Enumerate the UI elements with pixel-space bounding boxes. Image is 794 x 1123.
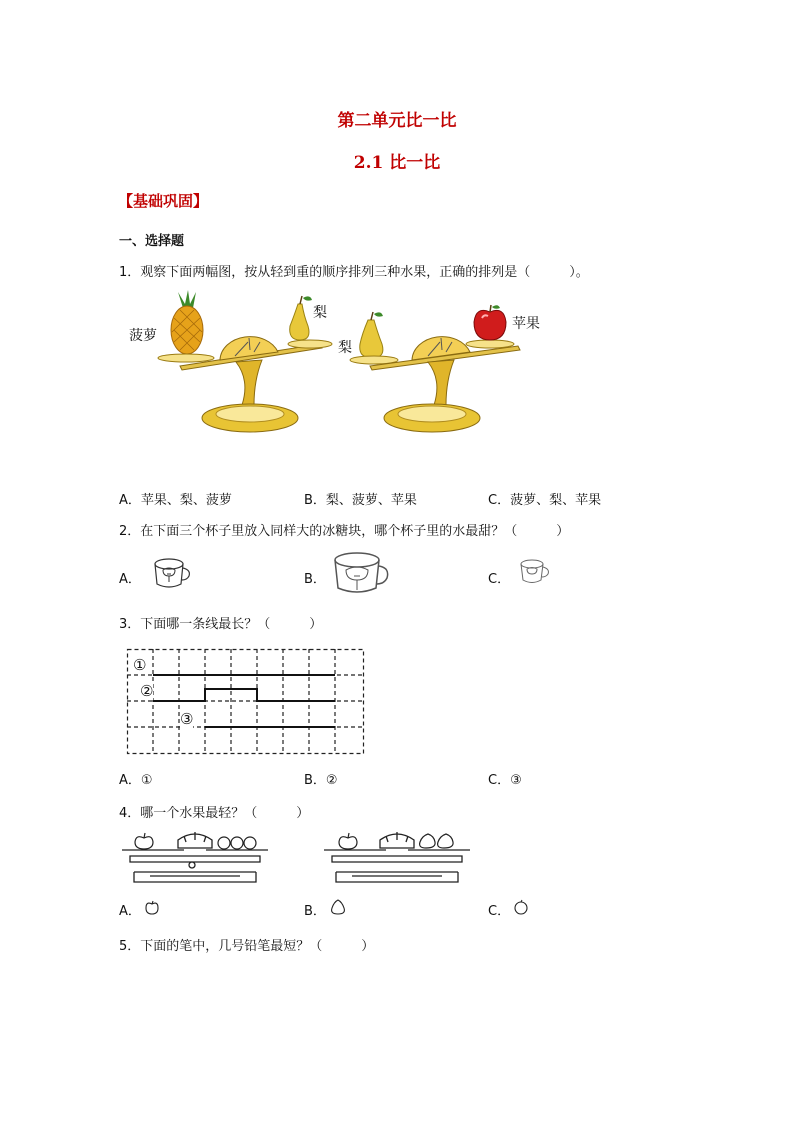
q4-option-c[interactable]: C． [488,904,511,919]
q1-option-b[interactable]: B．梨、菠萝、苹果 [304,493,417,508]
pan-scale-1 [120,826,270,886]
apple-icon [135,833,153,849]
lesson-title: 2.1 比一比 [353,153,441,173]
cup-icon [151,556,191,592]
cup-icon [330,550,390,600]
q3-option-a[interactable]: A．① [119,773,153,788]
question-5-text: 5．下面的笔中，几号铅笔最短？（ ） [119,939,375,954]
apple-icon [144,900,160,916]
scale-2-right-label: 苹果 [512,316,540,332]
dashed-grid [127,649,365,755]
peach-icon [329,898,347,916]
pineapple-icon [171,290,203,354]
scale-2-left-label: 梨 [338,340,352,356]
question-1-text: 1．观察下面两幅图，按从轻到重的顺序排列三种水果，正确的排列是（ ）。 [119,265,589,280]
q1-option-a[interactable]: A．苹果、梨、菠萝 [119,493,232,508]
apple-icon [339,833,357,849]
line-label-1: ① [133,656,147,674]
plum-icon [513,899,529,915]
scale-1-left-label: 菠萝 [129,328,157,344]
q3-option-c[interactable]: C．③ [488,773,522,788]
plum-icon [218,837,256,849]
line-2 [153,689,335,701]
pear-icon [290,296,312,340]
unit-title: 第二单元比一比 [337,111,457,131]
question-2-text: 2．在下面三个杯子里放入同样大的冰糖块，哪个杯子里的水最甜？（ ） [119,524,570,539]
q3-option-b[interactable]: B．② [304,773,338,788]
pear-icon [360,312,383,358]
pan-scale-2 [322,826,472,886]
apple-icon [474,305,506,340]
q1-option-c[interactable]: C．菠萝、梨、苹果 [488,493,602,508]
cup-icon [518,558,550,586]
part-label: 一、选择题 [119,234,185,249]
line-label-3: ③ [180,710,194,728]
q2-option-b[interactable]: B． [304,572,326,587]
q4-option-a[interactable]: A． [119,904,141,919]
q2-option-a[interactable]: A． [119,572,141,587]
q2-option-c[interactable]: C． [488,572,511,587]
question-3-text: 3．下面哪一条线最长？（ ） [119,617,323,632]
section-label: 【基础巩固】 [118,192,209,210]
line-label-2: ② [140,682,154,700]
scale-1-right-label: 梨 [313,305,327,321]
question-4-text: 4．哪一个水果最轻？（ ） [119,806,310,821]
q4-option-b[interactable]: B． [304,904,326,919]
peach-icon [420,834,453,848]
